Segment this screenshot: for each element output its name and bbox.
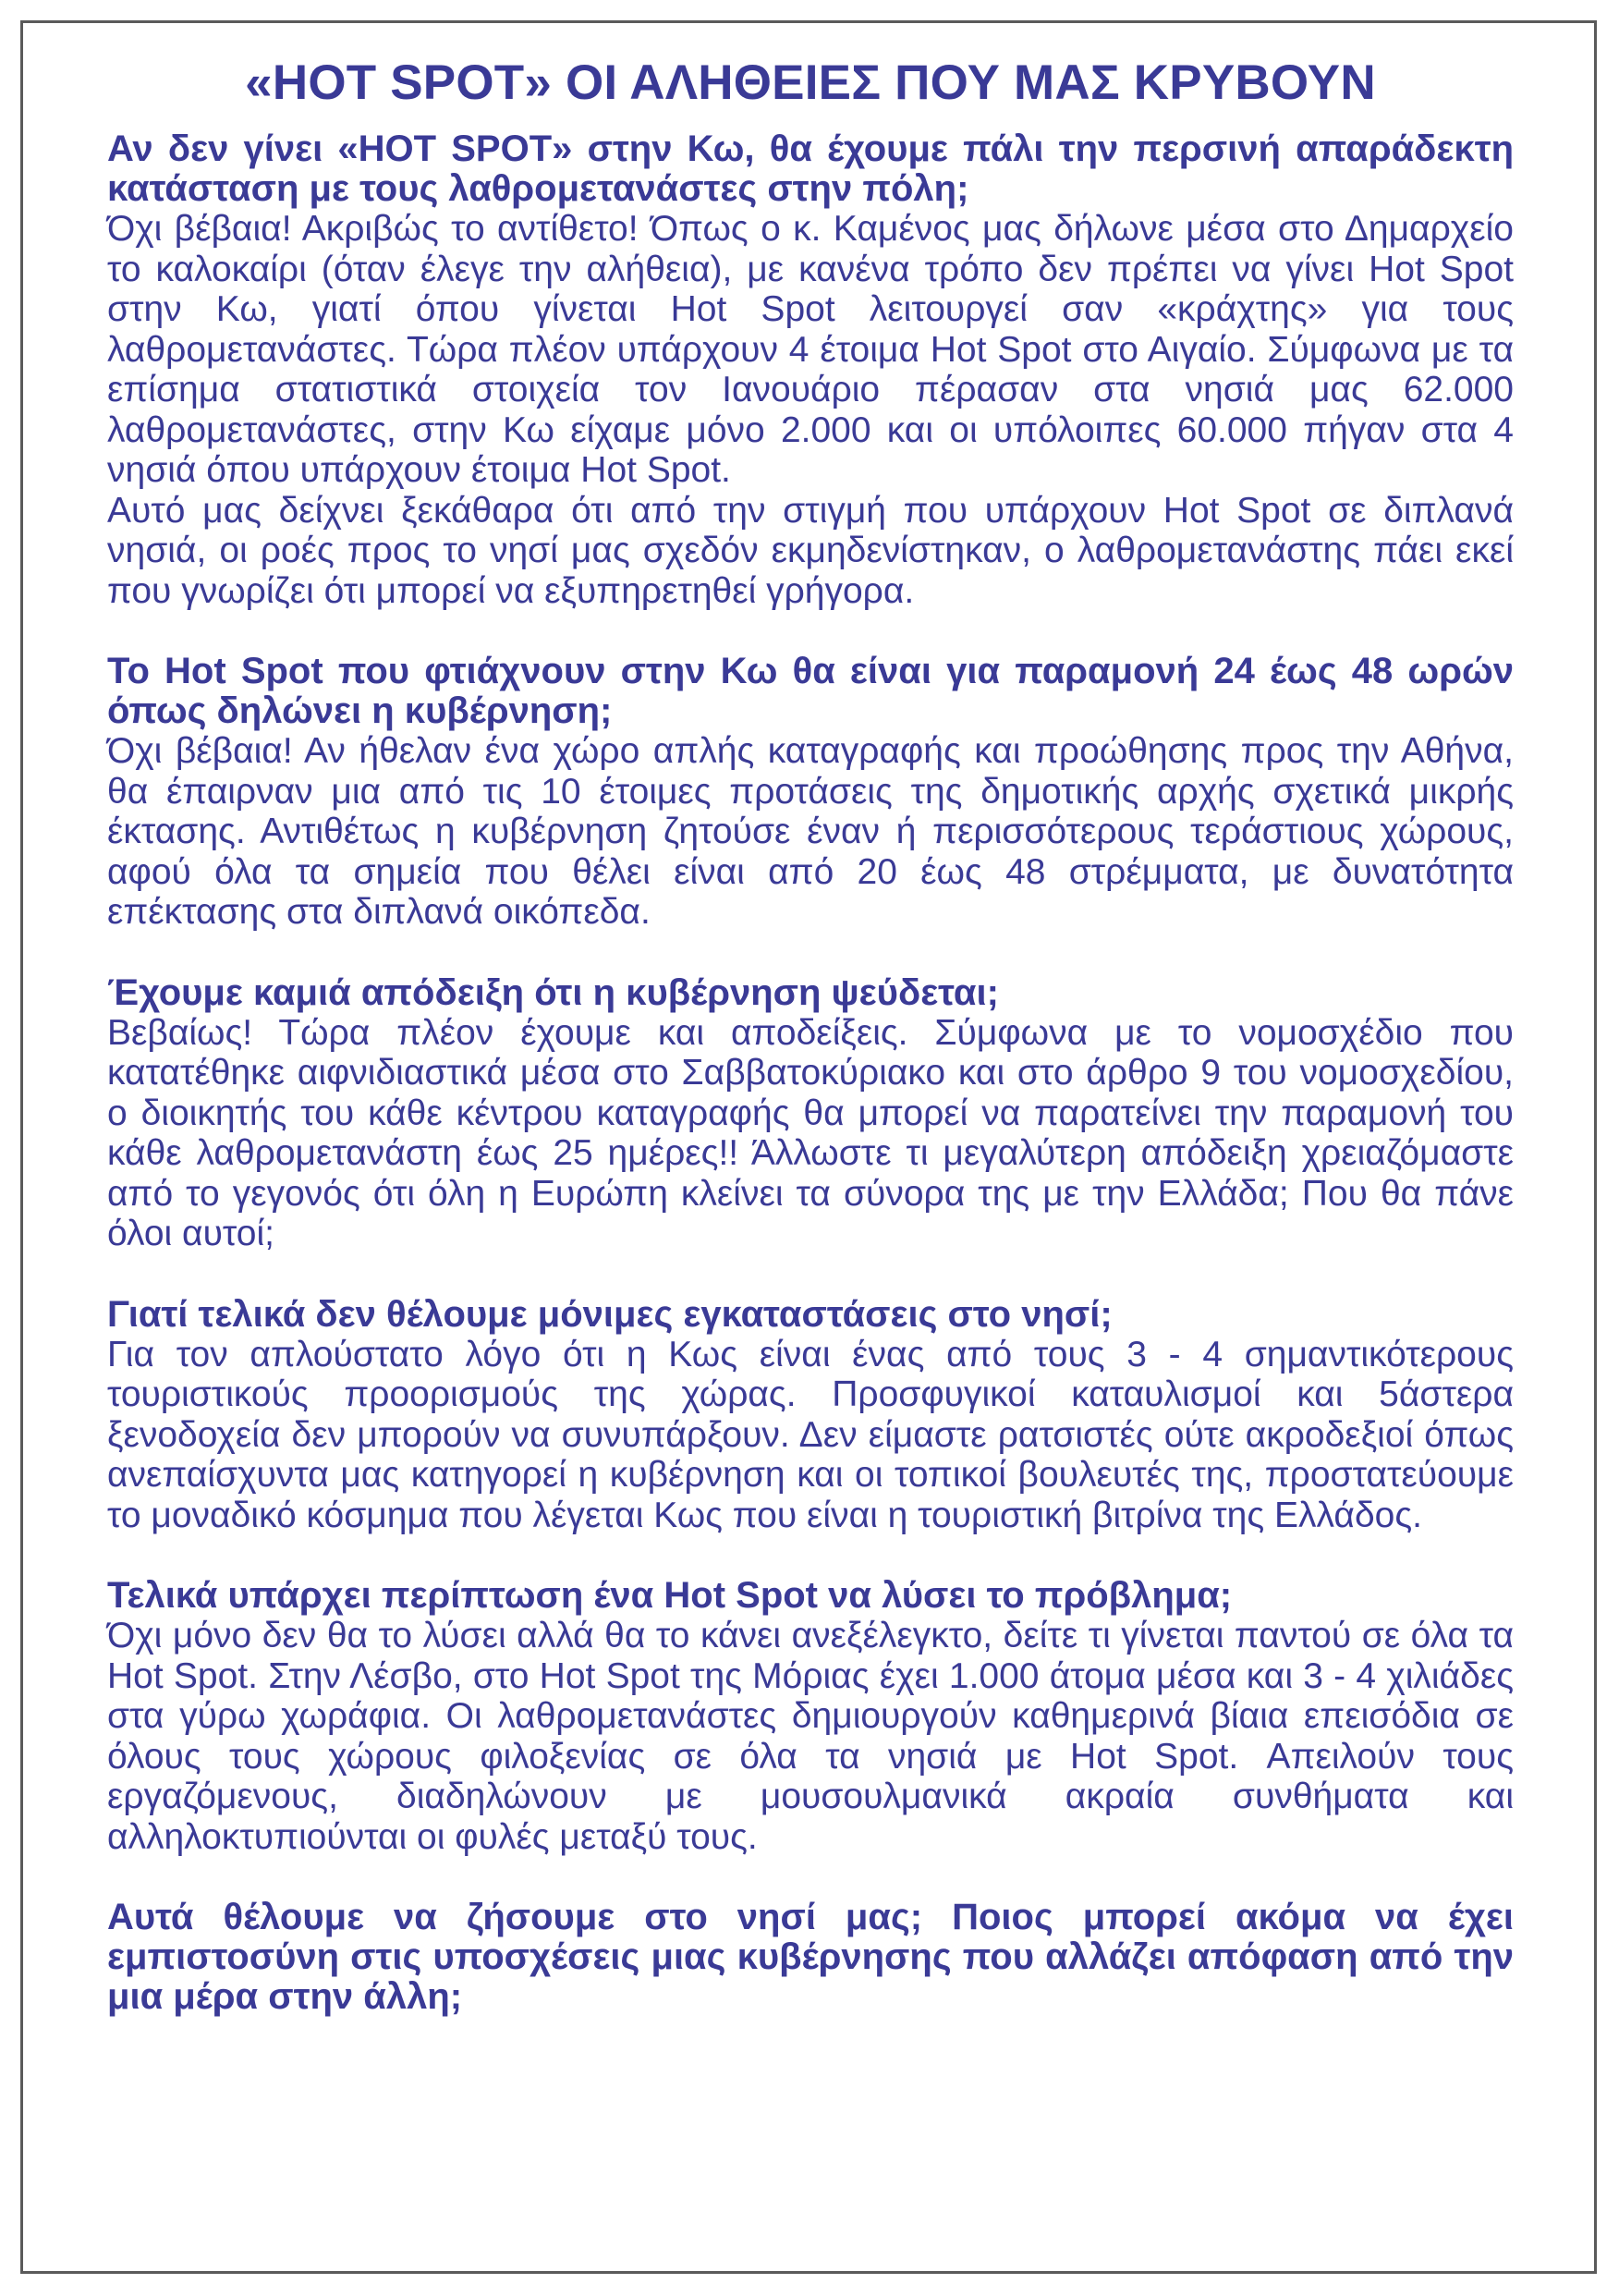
section-1: [107, 129, 1514, 611]
section-paragraph: Όχι βέβαια! Ακριβώς το αντίθετο! Όπως ο κ. Καμένος μας δήλωνε μέσα στο Δημαρχείο το καλοκαίρι (όταν έλεγε την αλήθεια), με κανένα τρόπο δεν πρέπει να γίνει Hot Spot στην Κω, γιατί όπου γίνεται Hot Spot λειτουργεί σαν «κράχτης» για τους λαθρομετανάστες. Τώρα πλέον υπάρχουν 4 έτοιμα Hot Spot στο Αιγαίο. Σύμφωνα με τα επίσημα στατιστικά στοιχεία τον Ιανουάριο πέρασαν στα νησιά μας 62.000 λαθρομετανάστες, στην Κω είχαμε μόνο 2.000 και οι υπόλοιπες 60.000 πήγαν στα 4 νησιά όπου υπάρχουν έτοιμα Hot Spot.: [107, 209, 1514, 490]
section-question: Γιατί τελικά δεν θέλουμε μόνιμες εγκαταστάσεις στο νησί;: [107, 1293, 1113, 1335]
section-3: [107, 973, 1514, 1254]
section-paragraph: Για τον απλούστατο λόγο ότι η Κως είναι ένας από τους 3 - 4 σημαντικότερους τουριστικούς προορισμούς της χώρας. Προσφυγικοί καταυλισμοί και 5άστερα ξενοδοχεία δεν μπορούν να συνυπάρξουν. Δεν είμαστε ρατσιστές ούτε ακροδεξιοί όπως ανεπαίσχυντα μας κατηγορεί η κυβέρνηση και οι τοπικοί βουλευτές της, προστατεύουμε το μοναδικό κόσμημα που λέγεται Κως που είναι η τουριστική βιτρίνα της Ελλάδος.: [107, 1334, 1514, 1535]
section-question: Έχουμε καμιά απόδειξη ότι η κυβέρνηση ψεύδεται;: [107, 971, 999, 1013]
section-paragraph: Όχι μόνο δεν θα το λύσει αλλά θα το κάνει ανεξέλεγκτο, δείτε τι γίνεται παντού σε όλα τα Hot Spot. Στην Λέσβο, στο Hot Spot της Μόριας έχει 1.000 άτομα μέσα και 3 - 4 χιλιάδες στα γύρω χωράφια. Οι λαθρομετανάστες δημιουργούν καθημερινά βίαια επεισόδια σε όλους τους χώρους φιλοξενίας σε όλα τα νησιά με Hot Spot. Απειλούν τους εργαζόμενους, διαδηλώνουν με μουσουλμανικά ακραία συνθήματα και αλληλοκτυπιούνται οι φυλές μεταξύ τους.: [107, 1616, 1514, 1857]
section-paragraph: Αυτό μας δείχνει ξεκάθαρα ότι από την στιγμή που υπάρχουν Hot Spot σε διπλανά νησιά, οι ροές προς το νησί μας σχεδόν εκμηδενίστηκαν, ο λαθρομετανάστης πάει εκεί που γνωρίζει ότι μπορεί να εξυπηρετηθεί γρήγορα.: [107, 490, 1514, 611]
section-question: Το Hot Spot που φτιάχνουν στην Κω θα είναι για παραμονή 24 έως 48 ωρών όπως δηλώνει η κυβέρνηση;: [107, 651, 1514, 731]
section-paragraph: Όχι βέβαια! Αν ήθελαν ένα χώρο απλής καταγραφής και προώθησης προς την Αθήνα, θα έπαιρναν μια από τις 10 έτοιμες προτάσεις της δημοτικής αρχής σχετικά μικρής έκτασης. Αντιθέτως η κυβέρνηση ζητούσε έναν ή περισσότερους τεράστιους χώρους, αφού όλα τα σημεία που θέλει είναι από 20 έως 48 στρέμματα, με δυνατότητα επέκτασης στα διπλανά οικόπεδα.: [107, 731, 1514, 932]
section-question: Τελικά υπάρχει περίπτωση ένα Hot Spot να λύσει το πρόβλημα;: [107, 1575, 1233, 1616]
section-5: [107, 1576, 1514, 1857]
section-paragraph: Βεβαίως! Τώρα πλέον έχουμε και αποδείξεις. Σύμφωνα με το νομοσχέδιο που κατατέθηκε αιφνιδιαστικά μέσα στο Σαββατοκύριακο και στο άρθρο 9 του νομοσχεδίου, ο διοικητής του κάθε κέντρου καταγραφής θα μπορεί να παρατείνει την παραμονή του κάθε λαθρομετανάστη έως 25 ημέρες!! Άλλωστε τι μεγαλύτερη απόδειξη χρειαζόμαστε από το γεγονός ότι όλη η Ευρώπη κλείνει τα σύνορα της με την Ελλάδα; Που θα πάνε όλοι αυτοί;: [107, 1012, 1514, 1253]
section-4: [107, 1295, 1514, 1536]
section-question: Αν δεν γίνει «HOT SPOT» στην Κω, θα έχουμε πάλι την περσινή απαράδεκτη κατάσταση με τους λαθρομετανάστες στην πόλη;: [107, 128, 1514, 209]
closing-statement: Αυτά θέλουμε να ζήσουμε στο νησί μας; Ποιος μπορεί ακόμα να έχει εμπιστοσύνη στις υποσχέσεις μιας κυβέρνησης που αλλάζει απόφαση από την μια μέρα στην άλλη;: [107, 1897, 1514, 2017]
section-2: [107, 652, 1514, 933]
document-body: [107, 54, 1514, 2017]
document-title: «HOT SPOT» ΟΙ ΑΛΗΘΕΙΕΣ ΠΟΥ ΜΑΣ ΚΡΥΒΟΥΝ: [245, 55, 1376, 110]
